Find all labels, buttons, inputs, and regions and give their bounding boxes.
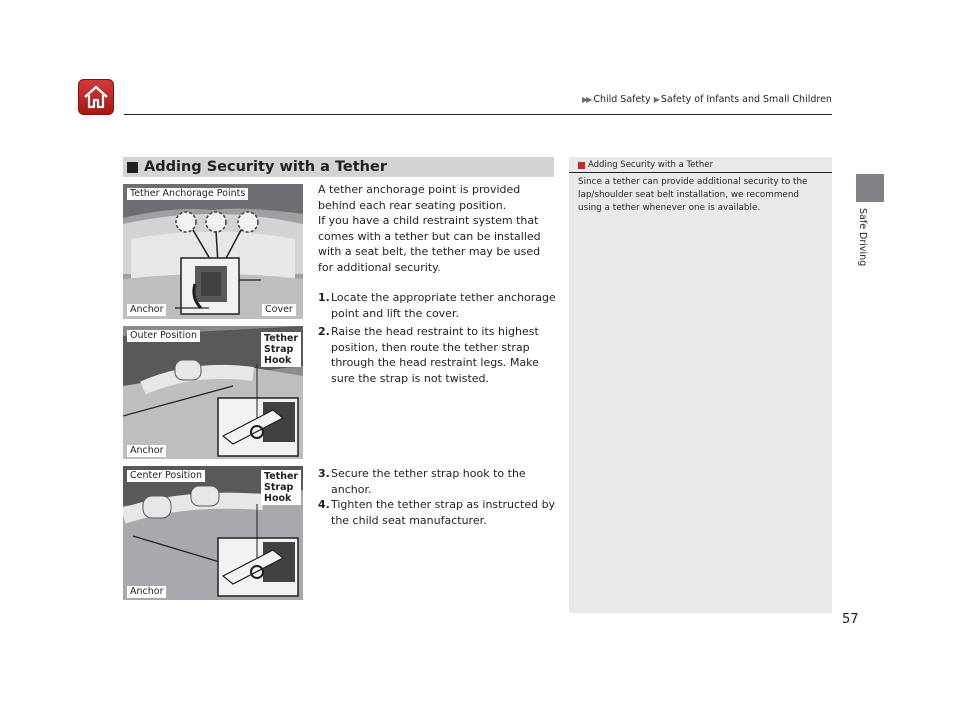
figure-title: Tether Anchorage Points xyxy=(127,188,248,200)
breadcrumb xyxy=(582,94,832,105)
body-text xyxy=(318,182,558,528)
note-title: Adding Security with a Tether xyxy=(588,160,713,170)
figure-tether-anchorage-points xyxy=(123,184,303,319)
note-heading xyxy=(578,160,713,170)
step-number: 3. xyxy=(318,467,330,480)
breadcrumb-arrow-icon: ▶▶ xyxy=(582,95,591,104)
home-icon xyxy=(83,85,109,109)
figure-title: Outer Position xyxy=(127,330,200,342)
header-divider xyxy=(124,114,832,115)
section-heading xyxy=(123,157,554,177)
hook-label-line: Hook xyxy=(264,355,292,366)
home-button[interactable] xyxy=(78,79,114,115)
hook-label-line: Tether xyxy=(264,333,299,344)
note-box xyxy=(569,157,832,613)
step-number: 1. xyxy=(318,291,330,304)
note-marker-icon xyxy=(578,162,585,169)
tether-strap-hook-label xyxy=(261,332,301,367)
breadcrumb-item-safety-infants[interactable]: Safety of Infants and Small Children xyxy=(660,94,832,105)
rear-seat-illustration xyxy=(123,184,303,319)
step-4 xyxy=(318,497,558,528)
hook-label-line: Tether xyxy=(264,471,299,482)
note-text: Since a tether can provide additional security to the lap/shoulder seat belt installation, we recommend using a tether whenever one is available. xyxy=(578,177,808,213)
breadcrumb-item-child-safety[interactable]: Child Safety xyxy=(593,94,651,105)
note-divider xyxy=(569,172,832,173)
intro-paragraph-2: If you have a child restraint system that comes with a tether but can be installed with a seat belt, the tether may be used for additional security. xyxy=(318,214,541,274)
section-square-icon xyxy=(127,162,138,173)
figure-center-position xyxy=(123,466,303,600)
step-2 xyxy=(318,324,558,386)
cover-label: Cover xyxy=(262,304,296,316)
step-3 xyxy=(318,466,558,497)
tether-strap-hook-label xyxy=(261,470,301,505)
hook-label-line: Strap xyxy=(264,344,294,355)
breadcrumb-arrow-icon: ▶ xyxy=(653,95,658,104)
hook-label-line: Strap xyxy=(264,482,294,493)
page-number: 57 xyxy=(842,612,859,627)
step-text: Secure the tether strap hook to the anchor. xyxy=(331,467,526,496)
figure-title: Center Position xyxy=(127,470,205,482)
intro-paragraph-1: A tether anchorage point is provided behind each rear seating position. xyxy=(318,183,521,212)
chapter-label: Safe Driving xyxy=(857,208,868,267)
hook-label-line: Hook xyxy=(264,493,292,504)
step-text: Locate the appropriate tether anchorage point and lift the cover. xyxy=(331,291,556,320)
step-text: Raise the head restraint to its highest position, then route the tether strap through the head restraint legs. Make sure the strap is not twisted. xyxy=(331,325,539,385)
step-number: 2. xyxy=(318,325,330,338)
anchor-label: Anchor xyxy=(127,304,166,316)
step-1 xyxy=(318,290,558,321)
chapter-tab[interactable] xyxy=(856,174,884,202)
figure-outer-position xyxy=(123,326,303,459)
step-number: 4. xyxy=(318,498,330,511)
anchor-label: Anchor xyxy=(127,445,166,457)
section-title: Adding Security with a Tether xyxy=(144,159,387,175)
anchor-label: Anchor xyxy=(127,586,166,598)
step-text: Tighten the tether strap as instructed by the child seat manufacturer. xyxy=(331,498,556,527)
